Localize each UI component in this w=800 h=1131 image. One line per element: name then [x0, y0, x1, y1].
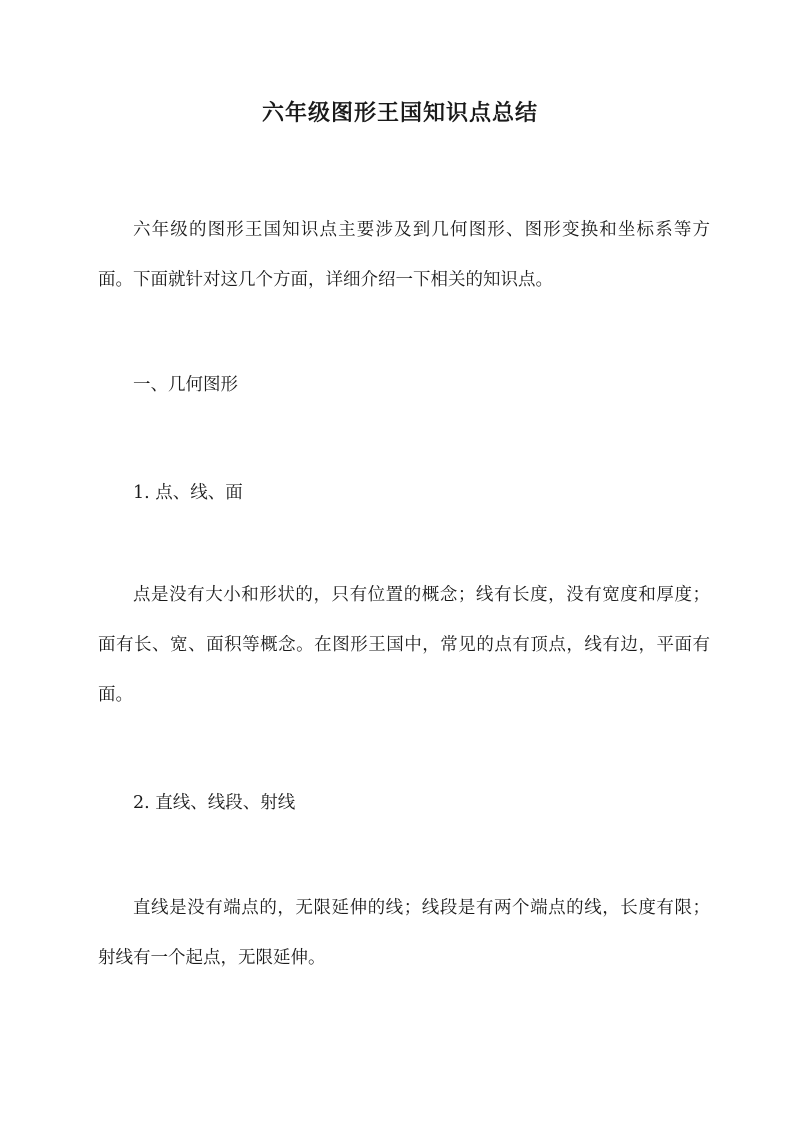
paragraph-point-line-plane: 点是没有大小和形状的，只有位置的概念；线有长度，没有宽度和厚度；面有长、宽、面积等概念。在图形王国中，常见的点有顶点，线有边，平面有面。 — [98, 585, 710, 705]
paragraph-line-segment-ray: 直线是没有端点的，无限延伸的线；线段是有两个端点的线，长度有限；射线有一个起点，无限延伸。 — [98, 898, 710, 968]
subsection-heading-point-line-plane: 1. 点、线、面 — [133, 483, 243, 503]
document-title: 六年级图形王国知识点总结 — [261, 100, 538, 126]
section-heading-geometry: 一、几何图形 — [133, 375, 238, 395]
subsection-heading-line-segment-ray: 2. 直线、线段、射线 — [133, 793, 296, 813]
intro-paragraph: 六年级的图形王国知识点主要涉及到几何图形、图形变换和坐标系等方面。下面就针对这几个方面，详细介绍一下相关的知识点。 — [98, 220, 710, 290]
